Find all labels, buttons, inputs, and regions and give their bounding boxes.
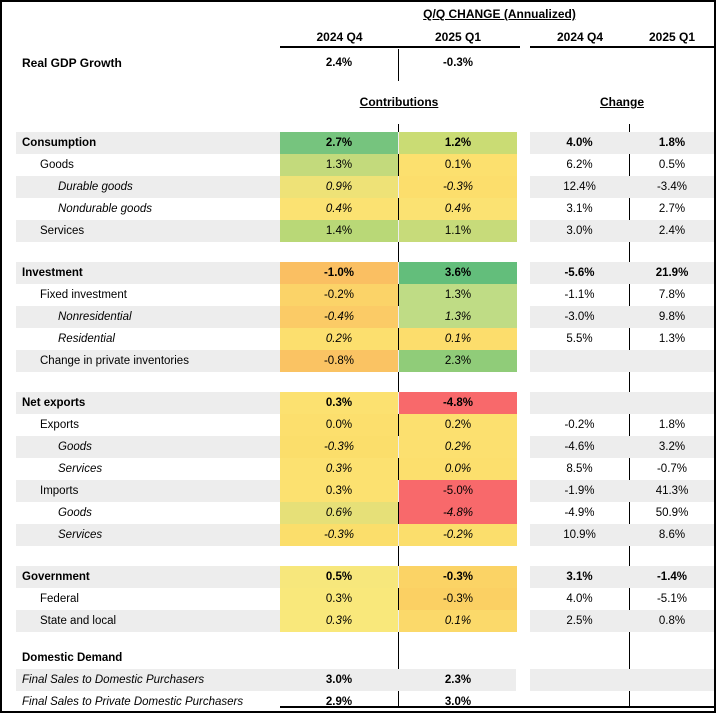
change-cell-q1: -3.4% xyxy=(656,181,688,193)
contribution-cell-q1: 3.0% xyxy=(444,696,472,708)
contribution-cell-q1: 0.1% xyxy=(399,610,517,632)
change-cell-q4: -1.1% xyxy=(564,289,595,301)
gdp-row-label: Real GDP Growth xyxy=(22,56,122,70)
change-cell-q1: 2.7% xyxy=(658,203,686,215)
table-row xyxy=(2,588,714,610)
contribution-cell-q4: 2.9% xyxy=(325,696,353,708)
contribution-cell-q4: 0.3% xyxy=(280,610,398,632)
row-label: Fixed investment xyxy=(40,289,127,301)
row-label: Durable goods xyxy=(58,181,133,193)
table-row xyxy=(2,154,714,176)
change-group-label: Change xyxy=(599,95,644,109)
contribution-cell-q4: 0.0% xyxy=(280,414,398,436)
table-row xyxy=(2,328,714,350)
row-label: Goods xyxy=(40,159,74,171)
change-cell-q4: -1.9% xyxy=(564,485,595,497)
change-cell-q1: 1.3% xyxy=(658,333,686,345)
table-row xyxy=(2,176,714,198)
change-cell-q4: 4.0% xyxy=(566,593,593,605)
row-label: Domestic Demand xyxy=(22,652,123,664)
table-row xyxy=(2,392,714,414)
table-row xyxy=(2,306,714,328)
change-cell-q4: -4.6% xyxy=(564,441,595,453)
contribution-cell-q4: 0.3% xyxy=(280,392,398,414)
table-row xyxy=(2,350,714,372)
contribution-cell-q1: 0.2% xyxy=(399,414,517,436)
row-label: Nonresidential xyxy=(58,311,132,323)
contribution-cell-q1: 0.2% xyxy=(399,436,517,458)
change-cell-q4: -0.2% xyxy=(564,419,595,431)
table-row xyxy=(2,691,714,713)
row-label: Net exports xyxy=(22,397,86,409)
change-cell-q4: -5.6% xyxy=(564,267,595,279)
contribution-cell-q4: 1.4% xyxy=(280,220,398,242)
contribution-cell-q1: 0.1% xyxy=(399,154,517,176)
table-row xyxy=(2,284,714,306)
change-cell-q1: 7.8% xyxy=(658,289,686,301)
table-row xyxy=(2,458,714,480)
change-cell-q1: 8.6% xyxy=(658,529,686,541)
contribution-cell-q4: -0.4% xyxy=(280,306,398,328)
change-cell-q1: 21.9% xyxy=(655,267,689,279)
row-label: Government xyxy=(22,571,90,583)
contribution-cell-q1: -5.0% xyxy=(399,480,517,502)
contributions-header-rule xyxy=(280,46,520,48)
contribution-cell-q4: 0.9% xyxy=(280,176,398,198)
row-label: Consumption xyxy=(22,137,97,149)
contribution-cell-q1: 1.2% xyxy=(399,132,517,154)
row-label: Services xyxy=(58,529,103,541)
row-label: Services xyxy=(58,463,103,475)
contribution-cell-q1: 1.3% xyxy=(399,306,517,328)
change-cell-q1: 0.8% xyxy=(658,615,686,627)
row-stripe-right xyxy=(530,669,714,691)
change-cell-q1: -5.1% xyxy=(656,593,688,605)
table-row xyxy=(2,502,714,524)
row-label: Services xyxy=(40,225,85,237)
contribution-cell-q4: -0.3% xyxy=(280,436,398,458)
gdp-column-divider xyxy=(398,49,399,81)
row-label: Nondurable goods xyxy=(58,203,152,215)
row-label: Goods xyxy=(58,507,92,519)
change-cell-q4: -3.0% xyxy=(564,311,595,323)
contribution-cell-q1: -0.2% xyxy=(399,524,517,546)
change-cell-q1: 1.8% xyxy=(658,137,686,149)
row-label: Final Sales to Private Domestic Purchasers xyxy=(22,696,244,708)
contribution-cell-q4: 1.3% xyxy=(280,154,398,176)
change-cell-q1: -1.4% xyxy=(656,571,688,583)
change-cell-q4: 4.0% xyxy=(566,137,593,149)
table-row xyxy=(2,198,714,220)
table-row xyxy=(2,524,714,546)
contribution-cell-q1: -4.8% xyxy=(399,392,517,414)
contribution-cell-q4: 2.7% xyxy=(280,132,398,154)
contribution-cell-q1: 1.1% xyxy=(399,220,517,242)
change-header-rule xyxy=(530,46,714,48)
change-cell-q1: -0.7% xyxy=(656,463,688,475)
contribution-cell-q1: 1.3% xyxy=(399,284,517,306)
change-cell-q4: 3.0% xyxy=(566,225,593,237)
table-row xyxy=(2,132,714,154)
contribution-cell-q1: 2.3% xyxy=(444,674,472,686)
change-cell-q1: 41.3% xyxy=(655,485,689,497)
contribution-cell-q4: 0.3% xyxy=(280,588,398,610)
contribution-cell-q4: -0.8% xyxy=(280,350,398,372)
contribution-cell-q4: 0.5% xyxy=(280,566,398,588)
change-cell-q4: 10.9% xyxy=(563,529,596,541)
contribution-cell-q4: 0.2% xyxy=(280,328,398,350)
row-label: Federal xyxy=(40,593,79,605)
gdp-q1-value: -0.3% xyxy=(442,57,474,69)
table-row xyxy=(2,480,714,502)
contributions-group-label: Contributions xyxy=(359,95,439,109)
col-header-change-2024q4: 2024 Q4 xyxy=(556,30,604,44)
change-cell-q1: 3.2% xyxy=(658,441,686,453)
table-row xyxy=(2,414,714,436)
change-cell-q4: -4.9% xyxy=(564,507,595,519)
col-header-contrib-2025q1: 2025 Q1 xyxy=(434,30,482,44)
contribution-cell-q4: -0.2% xyxy=(280,284,398,306)
contribution-cell-q1: 0.0% xyxy=(399,458,517,480)
contribution-cell-q1: 3.6% xyxy=(399,262,517,284)
change-cell-q1: 9.8% xyxy=(658,311,686,323)
contribution-cell-q4: 0.3% xyxy=(280,458,398,480)
row-label: Goods xyxy=(58,441,92,453)
change-cell-q4: 12.4% xyxy=(563,181,596,193)
change-cell-q4: 5.5% xyxy=(566,333,593,345)
row-label: Imports xyxy=(40,485,79,497)
row-label: Residential xyxy=(58,333,115,345)
contribution-cell-q1: 0.4% xyxy=(399,198,517,220)
col-header-change-2025q1: 2025 Q1 xyxy=(648,30,696,44)
col-header-contrib-2024q4: 2024 Q4 xyxy=(316,30,363,44)
change-cell-q4: 2.5% xyxy=(566,615,593,627)
table-row xyxy=(2,436,714,458)
change-cell-q4: 3.1% xyxy=(566,203,593,215)
contribution-cell-q4: 0.3% xyxy=(280,480,398,502)
contribution-cell-q4: 0.4% xyxy=(280,198,398,220)
contribution-cell-q1: -0.3% xyxy=(399,588,517,610)
contribution-cell-q4: -0.3% xyxy=(280,524,398,546)
change-cell-q1: 2.4% xyxy=(658,225,686,237)
change-cell-q4: 3.1% xyxy=(566,571,593,583)
change-cell-q4: 6.2% xyxy=(566,159,593,171)
table-row xyxy=(2,566,714,588)
row-label: Final Sales to Domestic Purchasers xyxy=(22,674,205,686)
gdp-q4-value: 2.4% xyxy=(325,57,353,69)
table-row xyxy=(2,647,714,669)
contribution-cell-q1: -0.3% xyxy=(399,176,517,198)
table-row xyxy=(2,669,714,691)
table-row xyxy=(2,220,714,242)
table-row xyxy=(2,262,714,284)
table-row xyxy=(2,610,714,632)
row-label: Change in private inventories xyxy=(40,355,189,367)
contribution-cell-q4: -1.0% xyxy=(280,262,398,284)
contribution-cell-q4: 3.0% xyxy=(325,674,353,686)
change-cell-q1: 50.9% xyxy=(655,507,689,519)
row-label: Exports xyxy=(40,419,79,431)
contribution-cell-q1: -0.3% xyxy=(399,566,517,588)
change-cell-q1: 1.8% xyxy=(658,419,686,431)
row-stripe-right xyxy=(530,350,714,372)
row-label: Investment xyxy=(22,267,83,279)
table-title: Q/Q CHANGE (Annualized) xyxy=(423,7,576,21)
row-stripe-right xyxy=(530,392,714,414)
row-label: State and local xyxy=(40,615,117,627)
contribution-cell-q1: 2.3% xyxy=(399,350,517,372)
contribution-cell-q1: 0.1% xyxy=(399,328,517,350)
contribution-cell-q1: -4.8% xyxy=(399,502,517,524)
change-cell-q1: 0.5% xyxy=(658,159,686,171)
contribution-cell-q4: 0.6% xyxy=(280,502,398,524)
change-cell-q4: 8.5% xyxy=(566,463,593,475)
